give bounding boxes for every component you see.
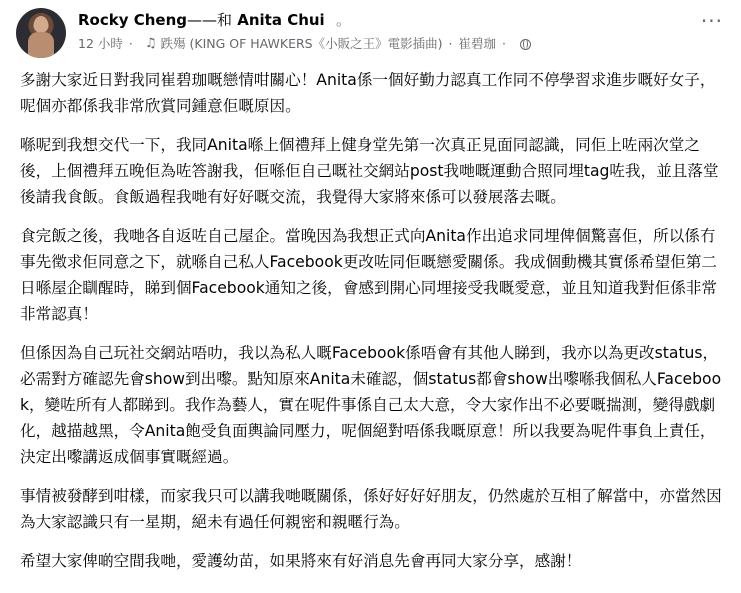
more-horizontal-icon[interactable]: ··· [700,9,723,33]
post-paragraph: 但係因為自己玩社交網站唔叻，我以為私人嘅Facebook係唔會有其他人睇到，我亦以為更改status，必需對方確認先會show到出嚟。點知原來Anita未確認，個status都會show出嚟喺我個私人Facebook，變咗所有人都睇到。我作為藝人，實在呢件事係自己太大意，令大家作出不必要嘅揣測，變得戲劇化，越描越黑，令Anita飽受負面輿論同壓力，呢個絕對唔係我嘅原意！所以我要為呢件事負上責任，決定出嚟講返成個事實嘅經過。 [20,344,722,466]
avatar-head-shape [34,16,48,32]
author-line [78,9,729,33]
post-paragraph: 事情被發酵到咁樣，而家我只可以講我哋嘅關係，係好好好好朋友，仍然處於互相了解當中，亦當然因為大家認識只有一星期，絕未有過任何親密和親暱行為。 [20,487,722,531]
post-paragraph: 食完飯之後，我哋各自返咗自己屋企。當晚因為我想正式向Anita作出追求同埋俾個驚喜佢，所以係冇事先徵求佢同意之下，就喺自己私人Facebook更改咗同佢嘅戀愛關係。我成個動機其實係希望佢第二日喺屋企瞓醒時，睇到個Facebook通知之後，會感到開心同埋接受我嘅愛意，並且知道我對佢係非常非常認真！ [20,227,718,323]
post-header [14,0,729,64]
post-time[interactable]: 12 小時 [78,36,123,51]
post-meta [78,10,729,53]
avatar[interactable] [16,8,66,58]
post-paragraph: 希望大家俾啲空間我哋，愛護幼苗，如果將來有好消息先會再同大家分享，感謝！ [20,552,582,570]
author-name[interactable]: Rocky Cheng [78,11,187,29]
post-body [14,67,729,574]
post-paragraph: 多謝大家近日對我同崔碧珈嘅戀情咁關心！Anita係一個好勤力認真工作同不停學習求進步嘅好女子，呢個亦都係我非常欣賞同鍾意佢嘅原因。 [20,71,716,115]
meta-dot: · [128,36,133,51]
song-title[interactable]: 跌殤 (KING OF HAWKERS《小販之王》電影插曲) [160,36,443,51]
globe-icon[interactable] [520,39,531,50]
meta-dot: · [448,36,453,51]
post-paragraph: 喺呢到我想交代一下，我同Anita喺上個禮拜上健身堂先第一次真正見面同認識，同佢上咗兩次堂之後，上個禮拜五晚佢為咗答謝我，佢喺佢自己嘅社交網站post我哋嘅運動合照同埋tag咗我，並且落堂後請我食飯。食飯過程我哋有好好嘅交流，我覺得大家將來係可以發展落去嘅。 [20,136,719,206]
location-tag[interactable]: 崔碧珈 [458,36,496,51]
tagged-person[interactable]: Anita Chui [237,11,325,29]
post-subline [78,35,729,53]
with-separator: ——和 [187,11,233,29]
trailing-dot: 。 [335,11,351,29]
meta-dot: · [502,36,506,51]
avatar-torso-shape [28,32,54,58]
music-note-icon: ♫ [144,36,157,51]
